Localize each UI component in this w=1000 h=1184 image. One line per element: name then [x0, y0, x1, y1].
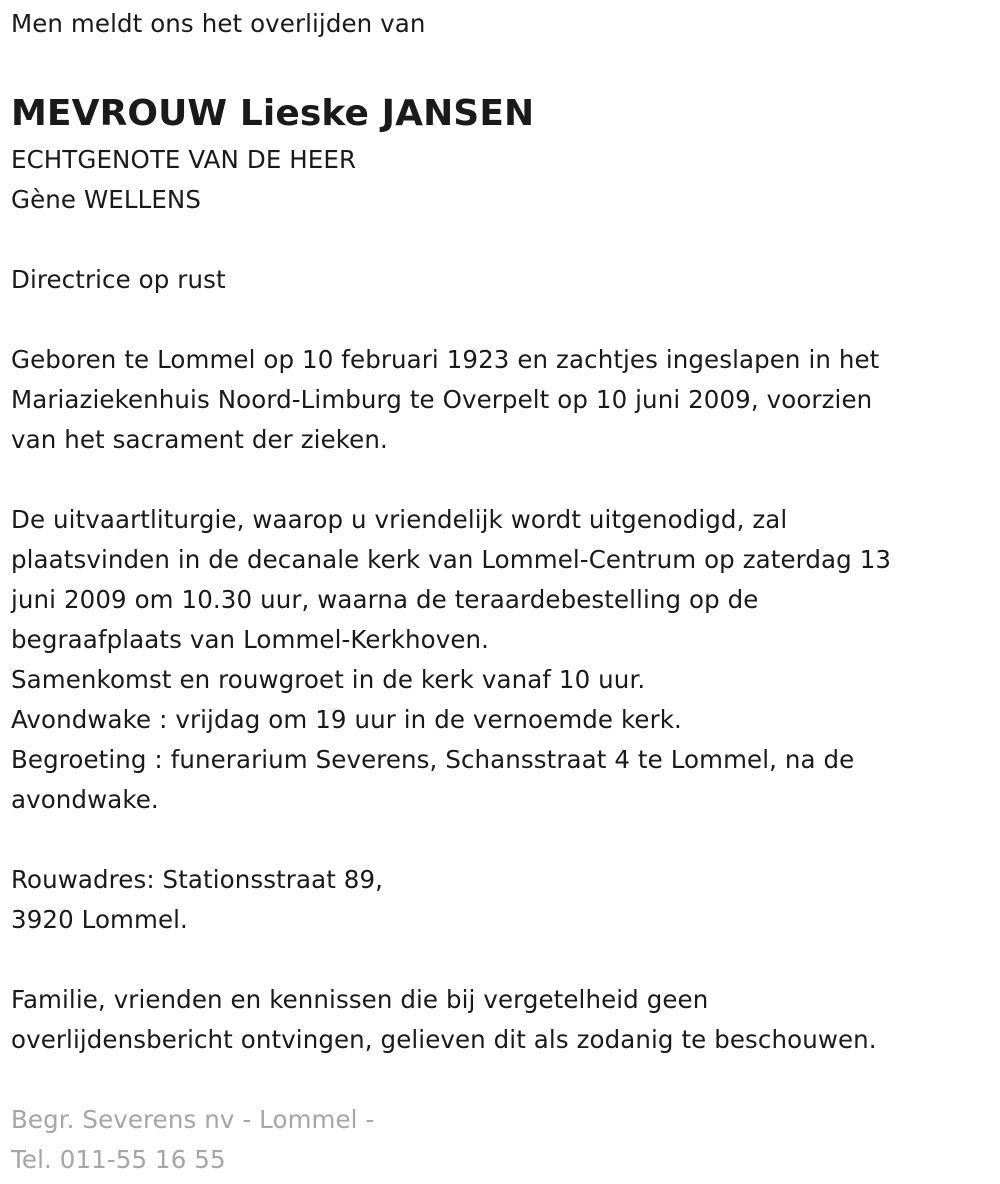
- ceremony-paragraph: [11, 500, 980, 820]
- address-line: 3920 Lommel.: [11, 905, 188, 934]
- notice-paragraph: [11, 980, 980, 1060]
- spouse-name: Gène WELLENS: [11, 185, 202, 214]
- spacer: [11, 220, 980, 260]
- paragraph-line: plaatsvinden in de decanale kerk van Lommel-Centrum op zaterdag 13: [11, 545, 892, 574]
- funeral-home-footer: [11, 1100, 980, 1180]
- paragraph-line: avondwake.: [11, 785, 159, 814]
- paragraph-line: Avondwake : vrijdag om 19 uur in de vernoemde kerk.: [11, 705, 682, 734]
- paragraph-line: De uitvaartliturgie, waarop u vriendelijk wordt uitgenodigd, zal: [11, 505, 788, 534]
- spacer: [11, 820, 980, 860]
- paragraph-line: Begroeting : funerarium Severens, Schansstraat 4 te Lommel, na de: [11, 745, 855, 774]
- spacer: [11, 300, 980, 340]
- address-line: Rouwadres: Stationsstraat 89,: [11, 865, 384, 894]
- intro-text: Men meldt ons het overlijden van: [11, 9, 426, 38]
- spacer: [11, 44, 980, 84]
- paragraph-line: van het sacrament der zieken.: [11, 425, 388, 454]
- birth-death-paragraph: [11, 340, 980, 460]
- footer-line: Begr. Severens nv - Lommel -: [11, 1105, 375, 1134]
- paragraph-line: Familie, vrienden en kennissen die bij vergetelheid geen: [11, 985, 709, 1014]
- footer-phone: Tel. 011-55 16 55: [11, 1145, 226, 1174]
- relation-text: ECHTGENOTE VAN DE HEER: [11, 145, 357, 174]
- paragraph-line: Samenkomst en rouwgroet in de kerk vanaf 10 uur.: [11, 665, 646, 694]
- mourning-address: [11, 860, 980, 940]
- deceased-name: MEVROUW Lieske JANSEN: [11, 93, 535, 134]
- spacer: [11, 460, 980, 500]
- spacer: [11, 1060, 980, 1100]
- paragraph-line: begraafplaats van Lommel-Kerkhoven.: [11, 625, 490, 654]
- spacer: [11, 940, 980, 980]
- paragraph-line: overlijdensbericht ontvingen, gelieven dit als zodanig te beschouwen.: [11, 1025, 877, 1054]
- death-notice: [11, 4, 980, 1180]
- occupation-text: Directrice op rust: [11, 265, 226, 294]
- paragraph-line: Geboren te Lommel op 10 februari 1923 en zachtjes ingeslapen in het: [11, 345, 880, 374]
- paragraph-line: juni 2009 om 10.30 uur, waarna de teraardebestelling op de: [11, 585, 759, 614]
- paragraph-line: Mariaziekenhuis Noord-Limburg te Overpelt op 10 juni 2009, voorzien: [11, 385, 873, 414]
